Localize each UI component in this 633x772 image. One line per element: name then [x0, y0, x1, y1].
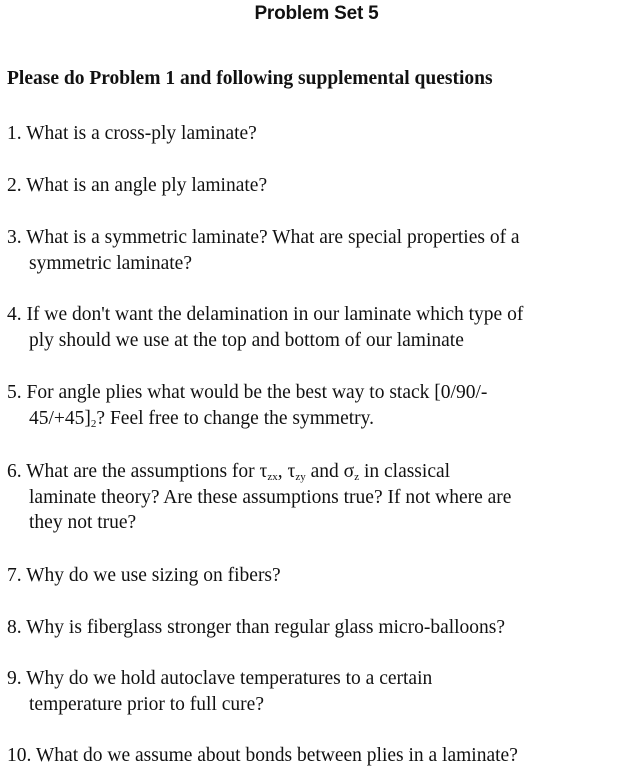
question-10 — [7, 743, 631, 769]
question-number: 7. — [7, 565, 22, 586]
question-8 — [7, 615, 631, 641]
page-title: Problem Set 5 — [254, 3, 379, 24]
question-text: For angle plies what would be the best way to stack [0/90/- — [26, 382, 488, 403]
question-6 — [7, 459, 631, 536]
question-line — [7, 743, 631, 769]
question-text: What is an angle ply laminate? — [26, 175, 268, 196]
question-line — [7, 563, 631, 589]
question-9 — [7, 666, 631, 717]
sigma-symbol: σ — [343, 461, 355, 482]
subscript-2: 2 — [90, 417, 97, 430]
question-text-continued: ply should we use at the top and bottom of our laminate — [29, 329, 464, 351]
subscript-zy: zy — [295, 471, 306, 483]
question-number: 1. — [7, 123, 22, 144]
subscript-z: z — [354, 471, 360, 483]
question-number: 3. — [7, 227, 22, 248]
question-text: What is a cross-ply laminate? — [26, 123, 257, 144]
question-number: 9. — [7, 668, 22, 689]
stack-sequence: 45/+45] — [29, 407, 91, 429]
question-number: 6. — [7, 461, 22, 482]
question-text-continued — [7, 406, 631, 432]
question-text-continued: they not true? — [29, 512, 137, 533]
question-line — [7, 666, 631, 692]
question-text: What do we assume about bonds between plies in a laminate? — [35, 745, 518, 766]
tau-symbol: τ — [287, 461, 296, 482]
question-line — [7, 615, 631, 641]
question-text: If we don't want the delamination in our laminate which type of — [26, 304, 524, 325]
question-line — [7, 173, 631, 199]
intro-text: Please do Problem 1 and following supplemental questions — [7, 68, 493, 89]
question-number: 8. — [7, 617, 22, 638]
question-number: 4. — [7, 304, 22, 325]
question-number: 5. — [7, 382, 22, 403]
question-5 — [7, 380, 631, 431]
question-text: in classical — [359, 461, 451, 482]
question-text-continued: laminate theory? Are these assumptions true? If not where are — [29, 486, 512, 508]
question-number: 10. — [7, 745, 32, 766]
question-line — [7, 302, 631, 328]
question-4 — [7, 302, 631, 353]
tau-symbol: τ — [259, 461, 268, 482]
question-text: ? Feel free to change the symmetry. — [96, 407, 375, 429]
subscript-zx: zx — [267, 471, 278, 483]
question-text: What are the assumptions for — [26, 461, 260, 482]
question-text: Why is fiberglass stronger than regular glass micro-balloons? — [26, 617, 506, 638]
question-text: Why do we hold autoclave temperatures to a certain — [26, 668, 433, 689]
question-text: and — [305, 461, 344, 482]
question-line: 6. What are the assumptions for $\tau_{zx}$, $\tau_{zy}$ and $\sigma_z$ in classical — [7, 461, 451, 483]
question-2 — [7, 173, 631, 199]
question-line — [7, 380, 631, 406]
question-text-continued: symmetric laminate? — [29, 252, 192, 274]
question-number: 2. — [7, 175, 22, 196]
question-text-continued: temperature prior to full cure? — [29, 693, 264, 715]
question-1 — [7, 121, 631, 147]
question-line — [7, 225, 631, 251]
question-7 — [7, 563, 631, 589]
question-line — [7, 121, 631, 147]
question-text: Why do we use sizing on fibers? — [26, 565, 281, 586]
question-text: What is a symmetric laminate? What are special properties of a — [26, 227, 520, 248]
question-3 — [7, 225, 631, 276]
